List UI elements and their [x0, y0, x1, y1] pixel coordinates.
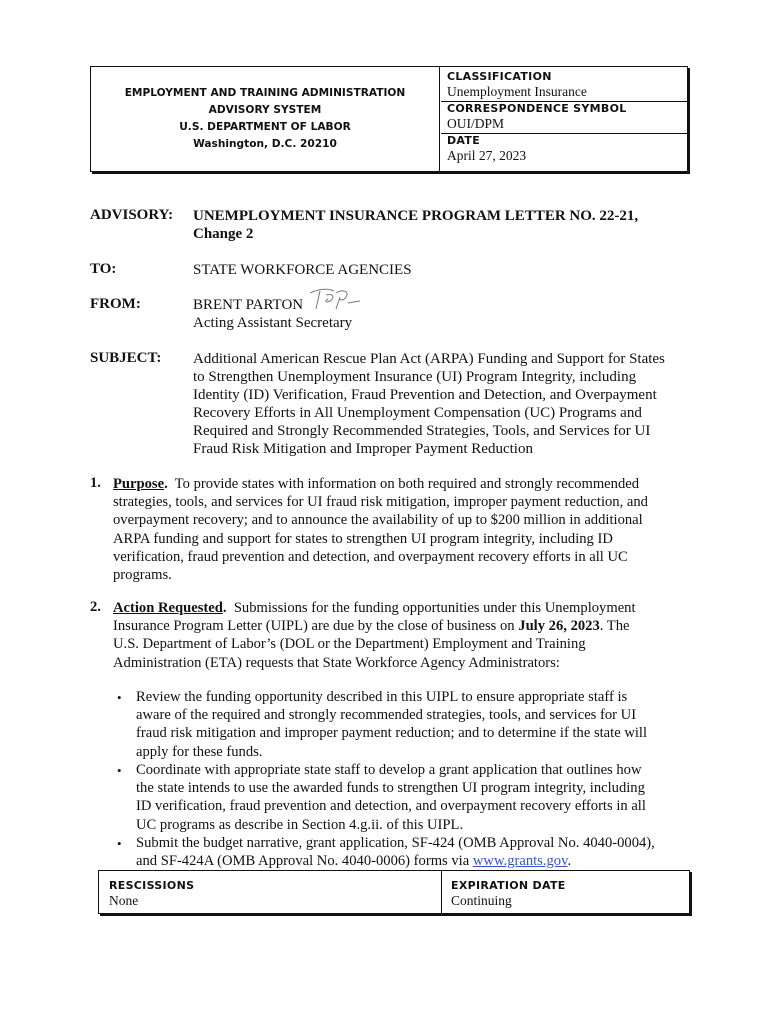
list-item [136, 761, 676, 834]
list-item-line: Coordinate with appropriate state staff to develop a grant application that outlines how [136, 762, 642, 778]
list-item [136, 834, 676, 870]
classification-block [441, 67, 687, 171]
expiration-cell [443, 871, 689, 913]
date-value: April 27, 2023 [447, 148, 527, 163]
paragraph-line: . The [599, 618, 630, 635]
symbol-value: OUI/DPM [447, 116, 505, 131]
list-item-line: and SF-424A (OMB Approval No. 4040-0006) forms via [136, 853, 470, 870]
subject-line: Additional American Rescue Plan Act (ARPA) Funding and Support for States [193, 351, 665, 367]
section-purpose: Purpose. To provide states with information on both required and strongly recommended strategies, tools, and services for UI fraud risk mitigation, improper payment reduction, and overpayment recovery; and to announce the availability of up to $200 million in additional ARPA funding and support for states to strengthen UI program integrity, including ID verification, fraud prevention and detection, and overpayment recovery efforts in all UC programs. [113, 475, 673, 584]
subject-line: Required and Strongly Recommended Strategies, Tools, and Services for UI [193, 423, 651, 439]
from-label: FROM: [90, 296, 141, 312]
advisory-line: UNEMPLOYMENT INSURANCE PROGRAM LETTER NO. 22-21, [193, 208, 639, 224]
subject-text [193, 350, 693, 458]
subject-line: Identity (ID) Verification, Fraud Prevention and Detection, and Overpayment [193, 387, 657, 403]
rescissions-value: None [109, 893, 139, 908]
agency-line: U.S. DEPARTMENT OF LABOR [179, 121, 351, 133]
header-box [90, 66, 688, 172]
section-heading: Action Requested [113, 600, 223, 616]
paragraph-line: Insurance Program Letter (UIPL) are due by the close of business on [113, 618, 515, 635]
bullet-icon: • [117, 763, 122, 778]
paragraph-line: verification, fraud prevention and detection, and overpayment recovery efforts in all UC [113, 548, 628, 565]
grants-gov-link[interactable]: www.grants.gov [472, 853, 568, 870]
from-title: Acting Assistant Secretary [193, 315, 353, 331]
advisory-title [193, 207, 638, 243]
advisory-line: Change 2 [193, 226, 254, 242]
agency-line: EMPLOYMENT AND TRAINING ADMINISTRATION [124, 87, 406, 99]
subject-line: Recovery Efforts in All Unemployment Compensation (UC) Programs and [193, 405, 642, 421]
classification-value: Unemployment Insurance [447, 84, 587, 99]
bullet-icon: • [117, 690, 122, 705]
paragraph-line: overpayment recovery; and to announce the availability of up to $200 million in additional [113, 512, 643, 529]
section-number: 1. [90, 475, 101, 491]
bullet-icon: • [117, 836, 122, 851]
rescissions-label: RESCISSIONS [109, 879, 195, 892]
from-name: BRENT PARTON [193, 297, 304, 313]
to-value: STATE WORKFORCE AGENCIES [193, 262, 412, 278]
list-item-line: fraud risk mitigation and improper payment reduction; and to determine if the state will [136, 725, 648, 742]
paragraph-line: strategies, tools, and services for UI fraud risk mitigation, improper payment reduction, and [113, 494, 648, 511]
paragraph-line: programs. [113, 567, 172, 584]
expiration-value: Continuing [451, 893, 512, 908]
paragraph-line: To provide states with information on both required and strongly recommended [174, 476, 640, 492]
advisory-label: ADVISORY: [90, 207, 174, 223]
list-item-line: apply for these funds. [136, 743, 263, 760]
symbol-label: CORRESPONDENCE SYMBOL [447, 102, 627, 115]
classification-label: CLASSIFICATION [447, 70, 552, 83]
paragraph-line: ARPA funding and support for states to strengthen UI program integrity, including ID [113, 530, 613, 547]
date-label: DATE [447, 134, 481, 147]
signature-image [306, 283, 362, 313]
list-item [136, 688, 676, 761]
footer-box [98, 870, 690, 914]
agency-line: Washington, D.C. 20210 [193, 138, 337, 150]
to-label: TO: [90, 261, 117, 277]
list-item-line: . [567, 853, 572, 870]
section-action-requested: Action Requested. Submissions for the funding opportunities under this Unemployment Insurance Program Letter (UIPL) are due by the close of business on July 26, 2023. The U.S. Department of Labor’s (DOL or the Department) Employment and Training Administration (ETA) requests that State Workforce Agency Administrators: [113, 599, 673, 672]
list-item-line: aware of the required and strongly recommended strategies, tools, and services for UI [136, 707, 637, 724]
list-item-line: Review the funding opportunity described in this UIPL to ensure appropriate staff is [136, 689, 628, 705]
list-item-line: the state intends to use the awarded funds to strengthen UI program integrity, including [136, 780, 645, 797]
agency-block [91, 67, 440, 171]
rescissions-cell [99, 871, 442, 913]
subject-line: to Strengthen Unemployment Insurance (UI) Program Integrity, including [193, 369, 637, 385]
subject-line: Fraud Risk Mitigation and Improper Payment Reduction [193, 441, 533, 457]
section-number: 2. [90, 599, 101, 615]
agency-line: ADVISORY SYSTEM [208, 104, 322, 116]
list-item-line: ID verification, fraud prevention and detection, and overpayment recovery efforts in all [136, 798, 646, 815]
section-heading: Purpose [113, 476, 165, 492]
paragraph-line: Administration (ETA) requests that State Workforce Agency Administrators: [113, 654, 560, 671]
paragraph-line: Submissions for the funding opportunities under this Unemployment [233, 600, 636, 616]
paragraph-line: U.S. Department of Labor’s (DOL or the Department) Employment and Training [113, 636, 586, 653]
subject-label: SUBJECT: [90, 350, 162, 366]
due-date: July 26, 2023 [518, 618, 600, 635]
list-item-line: UC programs as describe in Section 4.g.ii. of this UIPL. [136, 816, 464, 833]
list-item-line: Submit the budget narrative, grant application, SF-424 (OMB Approval No. 4040-0004), [136, 835, 655, 851]
expiration-label: EXPIRATION DATE [451, 879, 566, 892]
